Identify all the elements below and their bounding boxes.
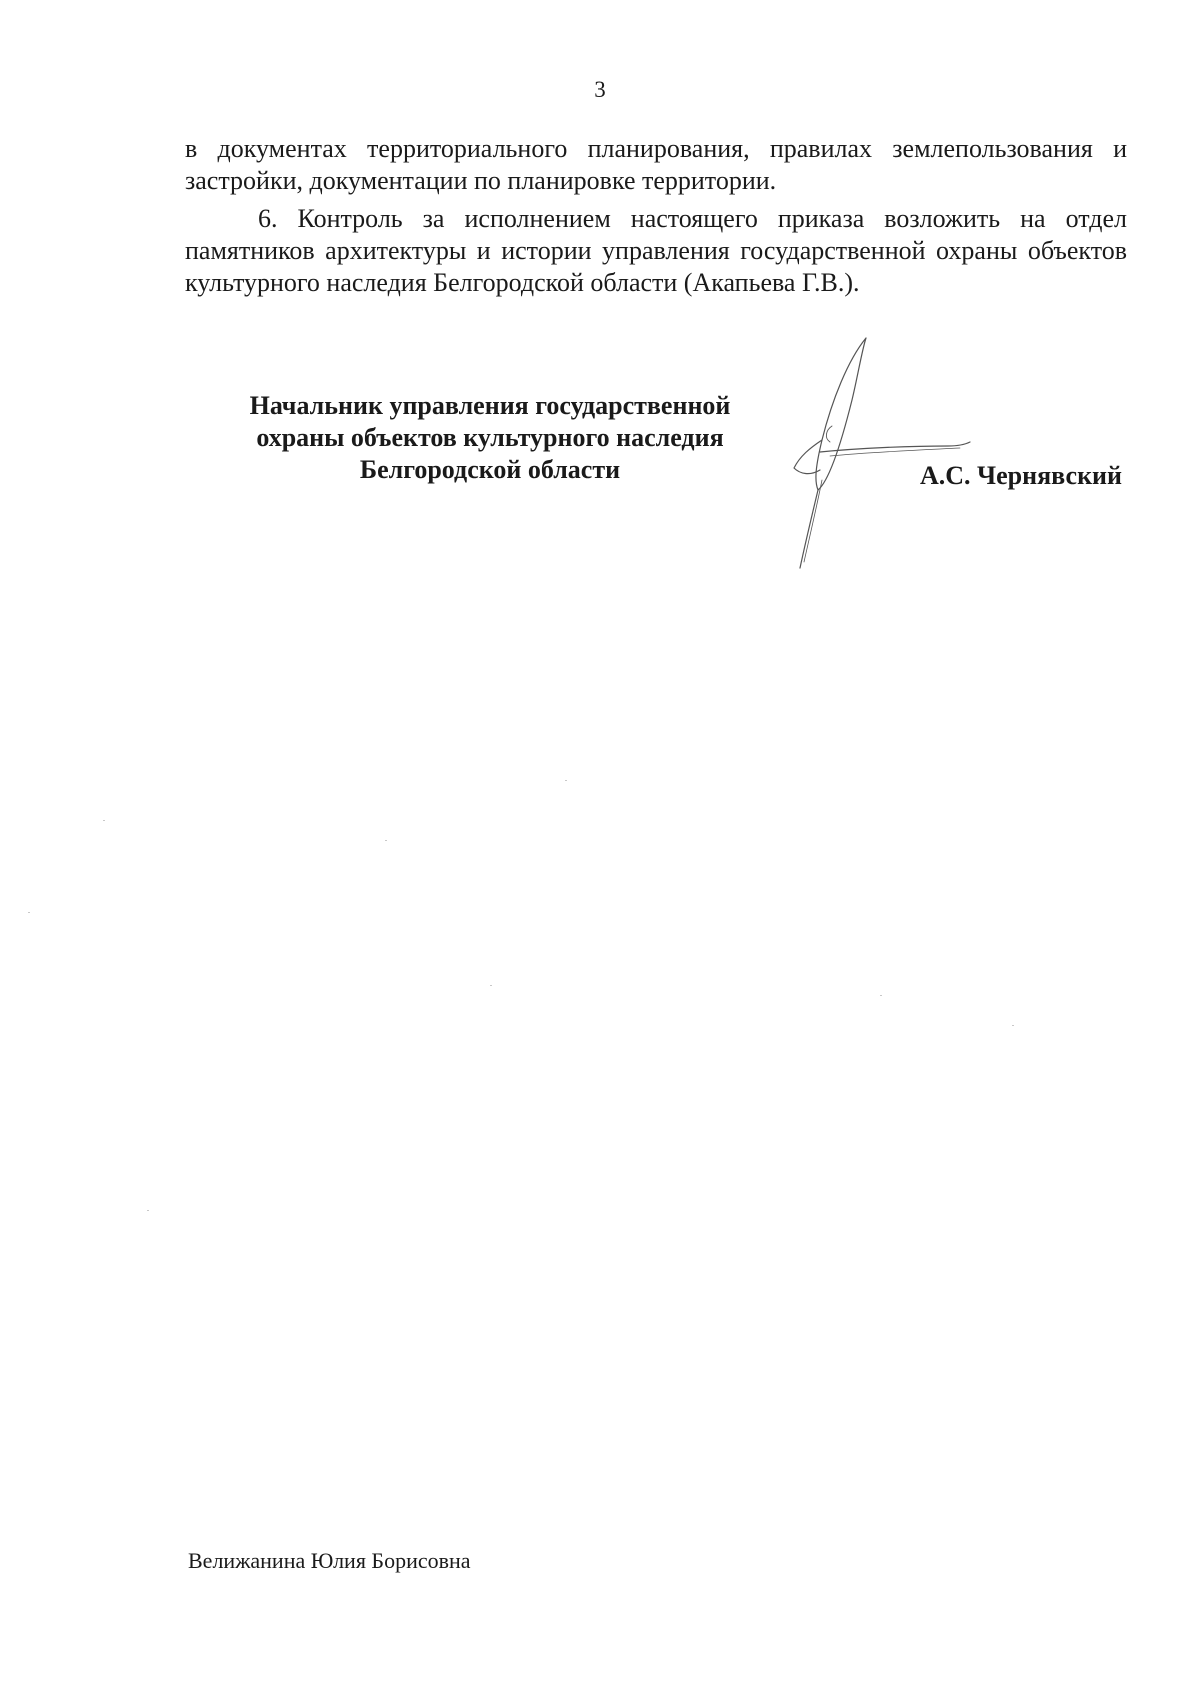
scan-speck — [28, 912, 30, 913]
signatory-title-block — [220, 390, 760, 486]
executor-name: Велижанина Юлия Борисовна — [188, 1548, 471, 1573]
handwritten-signature-icon — [770, 330, 1010, 580]
signatory-name: А.С. Чернявский — [920, 461, 1123, 490]
scan-speck — [103, 820, 105, 821]
paragraph-control-clause: 6. Контроль за исполнением настоящего приказа возложить на отдел памятников архитектуры и истории управления государственной охраны объектов культурного наследия Белгородской области (Акапьева Г.В.). — [185, 204, 1127, 297]
page-number: 3 — [594, 77, 606, 102]
paragraph-continuation: в документах территориального планирования, правилах землепользования и застройки, документации по планировке территории. — [185, 134, 1127, 195]
signatory-title-line-3: Белгородской области — [359, 455, 621, 484]
scan-speck — [880, 995, 882, 996]
scan-speck — [385, 840, 387, 841]
signatory-title-line-2: охраны объектов культурного наследия — [256, 423, 724, 452]
signatory-title-line-1: Начальник управления государственной — [249, 391, 731, 420]
scan-speck — [565, 780, 567, 781]
document-body — [185, 133, 1127, 299]
scan-speck — [490, 985, 492, 986]
scan-speck — [1012, 1025, 1014, 1026]
scan-speck — [147, 1210, 149, 1211]
